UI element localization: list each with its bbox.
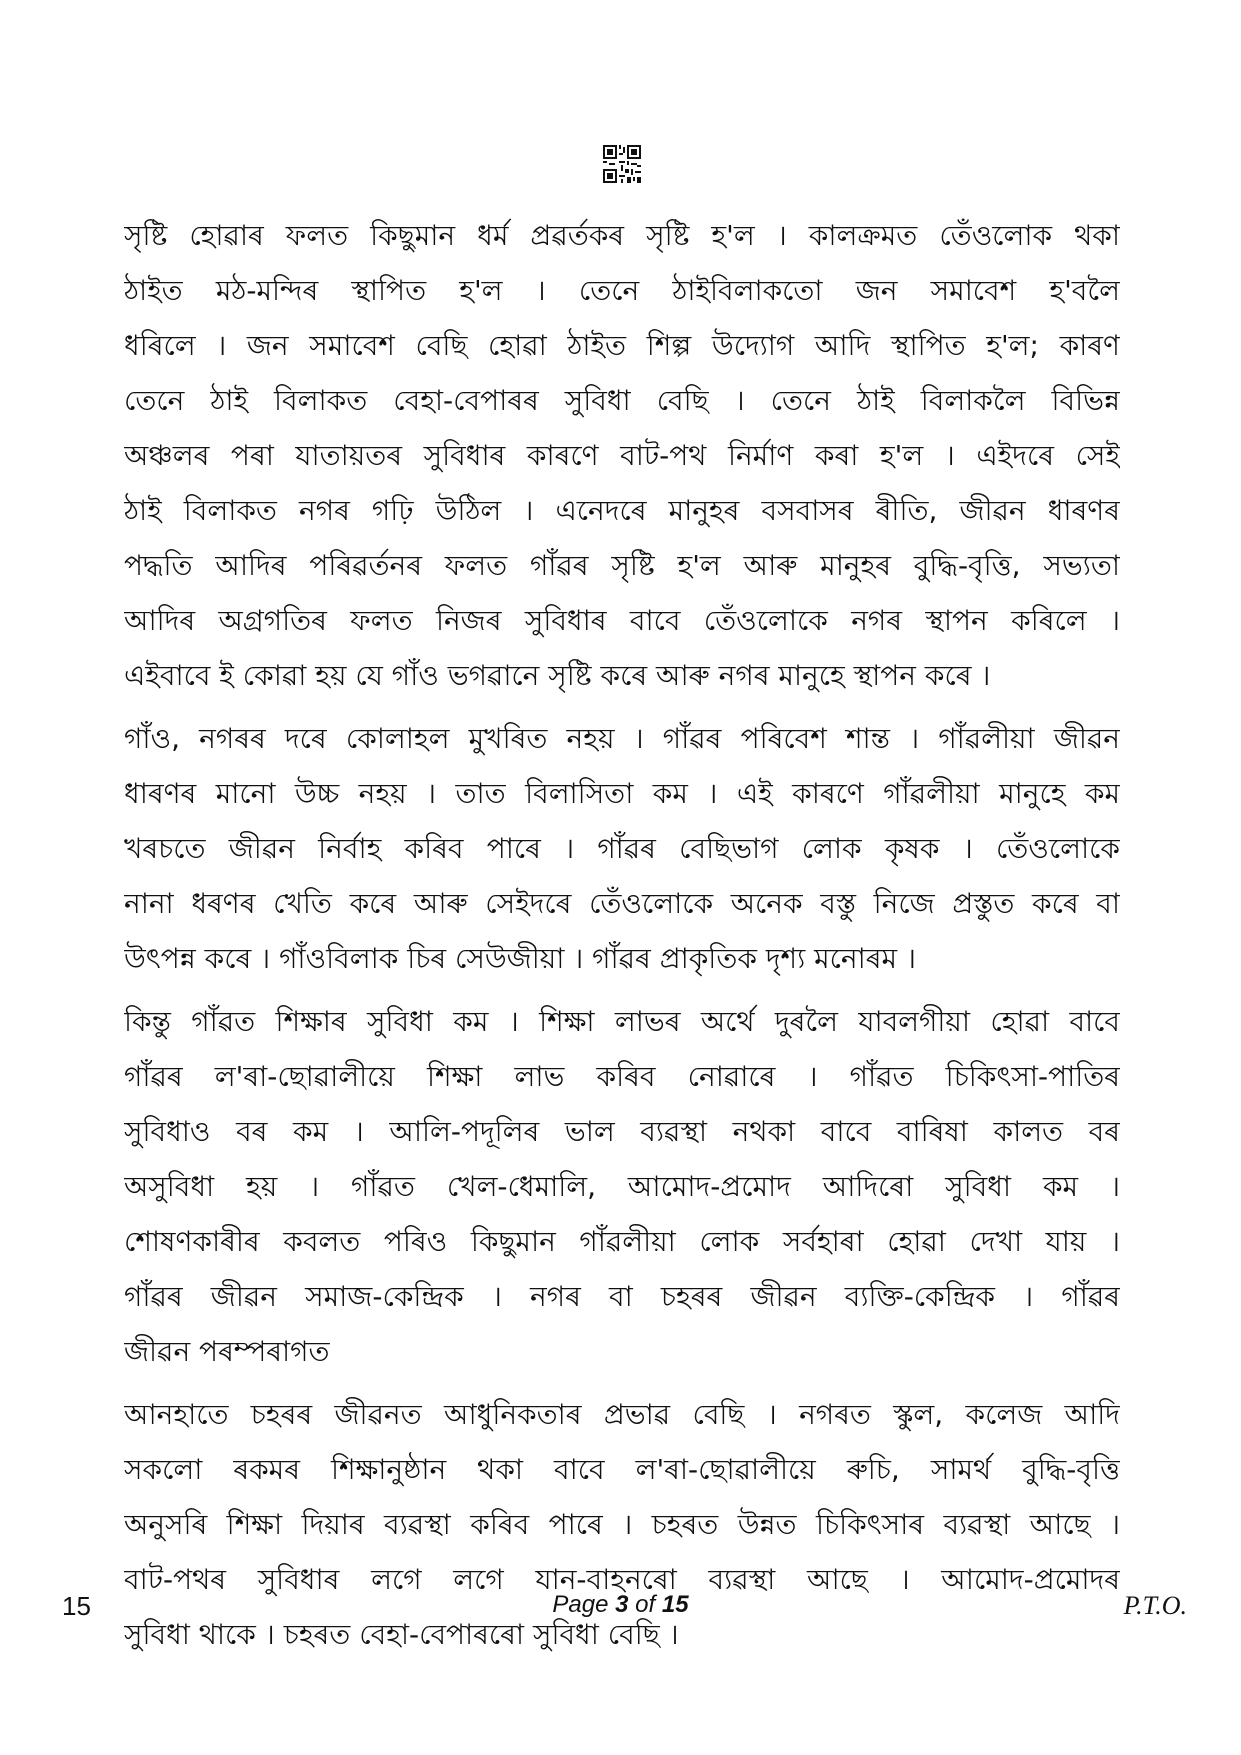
text-line: সুবিধা থাকে । চহৰত বেহা-বেপাৰৰো সুবিধা বেছি । bbox=[124, 1618, 679, 1651]
paragraph bbox=[124, 208, 1120, 703]
text-line: গাঁৱৰ ল'ৰা-ছোৱালীয়ে শিক্ষা লাভ কৰিব নোৱাৰে । গাঁৱত চিকিৎসা-পাতিৰ bbox=[124, 1060, 1120, 1093]
page-footer bbox=[0, 1591, 1241, 1625]
text-line: খৰচতে জীৱন নিৰ্বাহ কৰিব পাৰে । গাঁৱৰ বেছিভাগ লোক কৃষক । তেঁওলোকে bbox=[124, 832, 1120, 865]
text-line: অঞ্চলৰ পৰা যাতায়তৰ সুবিধাৰ কাৰণে বাট-পথ নিৰ্মাণ কৰা হ'ল । এইদৰে সেই bbox=[124, 439, 1120, 472]
paper-code: 15 bbox=[62, 1591, 91, 1621]
pto-label: P.T.O. bbox=[1123, 1591, 1187, 1620]
text-line: জীৱন পৰম্পৰাগত bbox=[124, 1335, 330, 1368]
document-body bbox=[124, 208, 1120, 1670]
text-line: সুবিধাও বৰ কম । আলি-পদূলিৰ ভাল ব্যৱস্থা নথকা বাবে বাৰিষা কালত বৰ bbox=[124, 1115, 1120, 1148]
text-line: উৎপন্ন কৰে । গাঁওবিলাক চিৰ সেউজীয়া । গাঁৱৰ প্ৰাকৃতিক দৃশ্য মনোৰম । bbox=[124, 942, 916, 975]
text-line: নানা ধৰণৰ খেতি কৰে আৰু সেইদৰে তেঁওলোকে অনেক বস্তু নিজে প্ৰস্তুত কৰে বা bbox=[124, 887, 1120, 920]
text-line: ঠাইত মঠ-মন্দিৰ স্থাপিত হ'ল । তেনে ঠাইবিলাকতো জন সমাবেশ হ'বলৈ bbox=[124, 274, 1120, 307]
text-line: সৃষ্টি হোৱাৰ ফলত কিছুমান ধৰ্ম প্ৰৱৰ্তকৰ সৃষ্টি হ'ল । কালক্ৰমত তেঁওলোক থকা bbox=[124, 219, 1120, 252]
text-line: আনহাতে চহৰৰ জীৱনত আধুনিকতাৰ প্ৰভাৱ বেছি । নগৰত স্কুল, কলেজ আদি bbox=[124, 1398, 1120, 1431]
text-line: সকলো ৰকমৰ শিক্ষানুষ্ঠান থকা বাবে ল'ৰা-ছোৱালীয়ে ৰুচি, সামৰ্থ বুদ্ধি-বৃত্তি bbox=[124, 1453, 1120, 1486]
paragraph bbox=[124, 994, 1120, 1379]
text-line: বাট-পথৰ সুবিধাৰ লগে লগে যান-বাহনৰো ব্যৱস্থা আছে । আমোদ-প্ৰমোদৰ bbox=[124, 1563, 1120, 1596]
text-line: শোষণকাৰীৰ কবলত পৰিও কিছুমান গাঁৱলীয়া লোক সৰ্বহাৰা হোৱা দেখা যায় । bbox=[124, 1225, 1120, 1258]
text-line: গাঁৱৰ জীৱন সমাজ-কেন্দ্ৰিক । নগৰ বা চহৰৰ জীৱন ব্যক্তি-কেন্দ্ৰিক । গাঁৱৰ bbox=[124, 1280, 1120, 1313]
text-line: পদ্ধতি আদিৰ পৰিৱৰ্তনৰ ফলত গাঁৱৰ সৃষ্টি হ'ল আৰু মানুহৰ বুদ্ধি-বৃত্তি, সভ্যতা bbox=[124, 549, 1120, 582]
text-line: অসুবিধা হয় । গাঁৱত খেল-ধেমালি, আমোদ-প্ৰমোদ আদিৰো সুবিধা কম । bbox=[124, 1170, 1120, 1203]
text-line: এইবাবে ই কোৱা হয় যে গাঁও ভগৱানে সৃষ্টি কৰে আৰু নগৰ মানুহে স্থাপন কৰে । bbox=[124, 659, 991, 692]
page-number: Page 3 of 15 bbox=[552, 1591, 689, 1618]
text-line: অনুসৰি শিক্ষা দিয়াৰ ব্যৱস্থা কৰিব পাৰে । চহৰত উন্নত চিকিৎসাৰ ব্যৱস্থা আছে । bbox=[124, 1508, 1120, 1541]
text-line: গাঁও, নগৰৰ দৰে কোলাহল মুখৰিত নহয় । গাঁৱৰ পৰিবেশ শান্ত । গাঁৱলীয়া জীৱন bbox=[124, 722, 1120, 755]
text-line: কিন্তু গাঁৱত শিক্ষাৰ সুবিধা কম । শিক্ষা লাভৰ অৰ্থে দুৰলৈ যাবলগীয়া হোৱা বাবে bbox=[124, 1005, 1120, 1038]
text-line: আদিৰ অগ্ৰগতিৰ ফলত নিজৰ সুবিধাৰ বাবে তেঁওলোকে নগৰ স্থাপন কৰিলে । bbox=[124, 604, 1120, 637]
text-line: তেনে ঠাই বিলাকত বেহা-বেপাৰৰ সুবিধা বেছি । তেনে ঠাই বিলাকলৈ বিভিন্ন bbox=[124, 384, 1120, 417]
text-line: ধৰিলে । জন সমাবেশ বেছি হোৱা ঠাইত শিল্প উদ্যোগ আদি স্থাপিত হ'ল; কাৰণ bbox=[124, 329, 1120, 362]
qr-code-icon bbox=[603, 145, 641, 183]
text-line: ধাৰণৰ মানো উচ্চ নহয় । তাত বিলাসিতা কম । এই কাৰণে গাঁৱলীয়া মানুহে কম bbox=[124, 777, 1120, 810]
paragraph bbox=[124, 711, 1120, 986]
text-line: ঠাই বিলাকত নগৰ গঢ়ি উঠিল । এনেদৰে মানুহৰ বসবাসৰ ৰীতি, জীৱন ধাৰণৰ bbox=[124, 494, 1120, 527]
